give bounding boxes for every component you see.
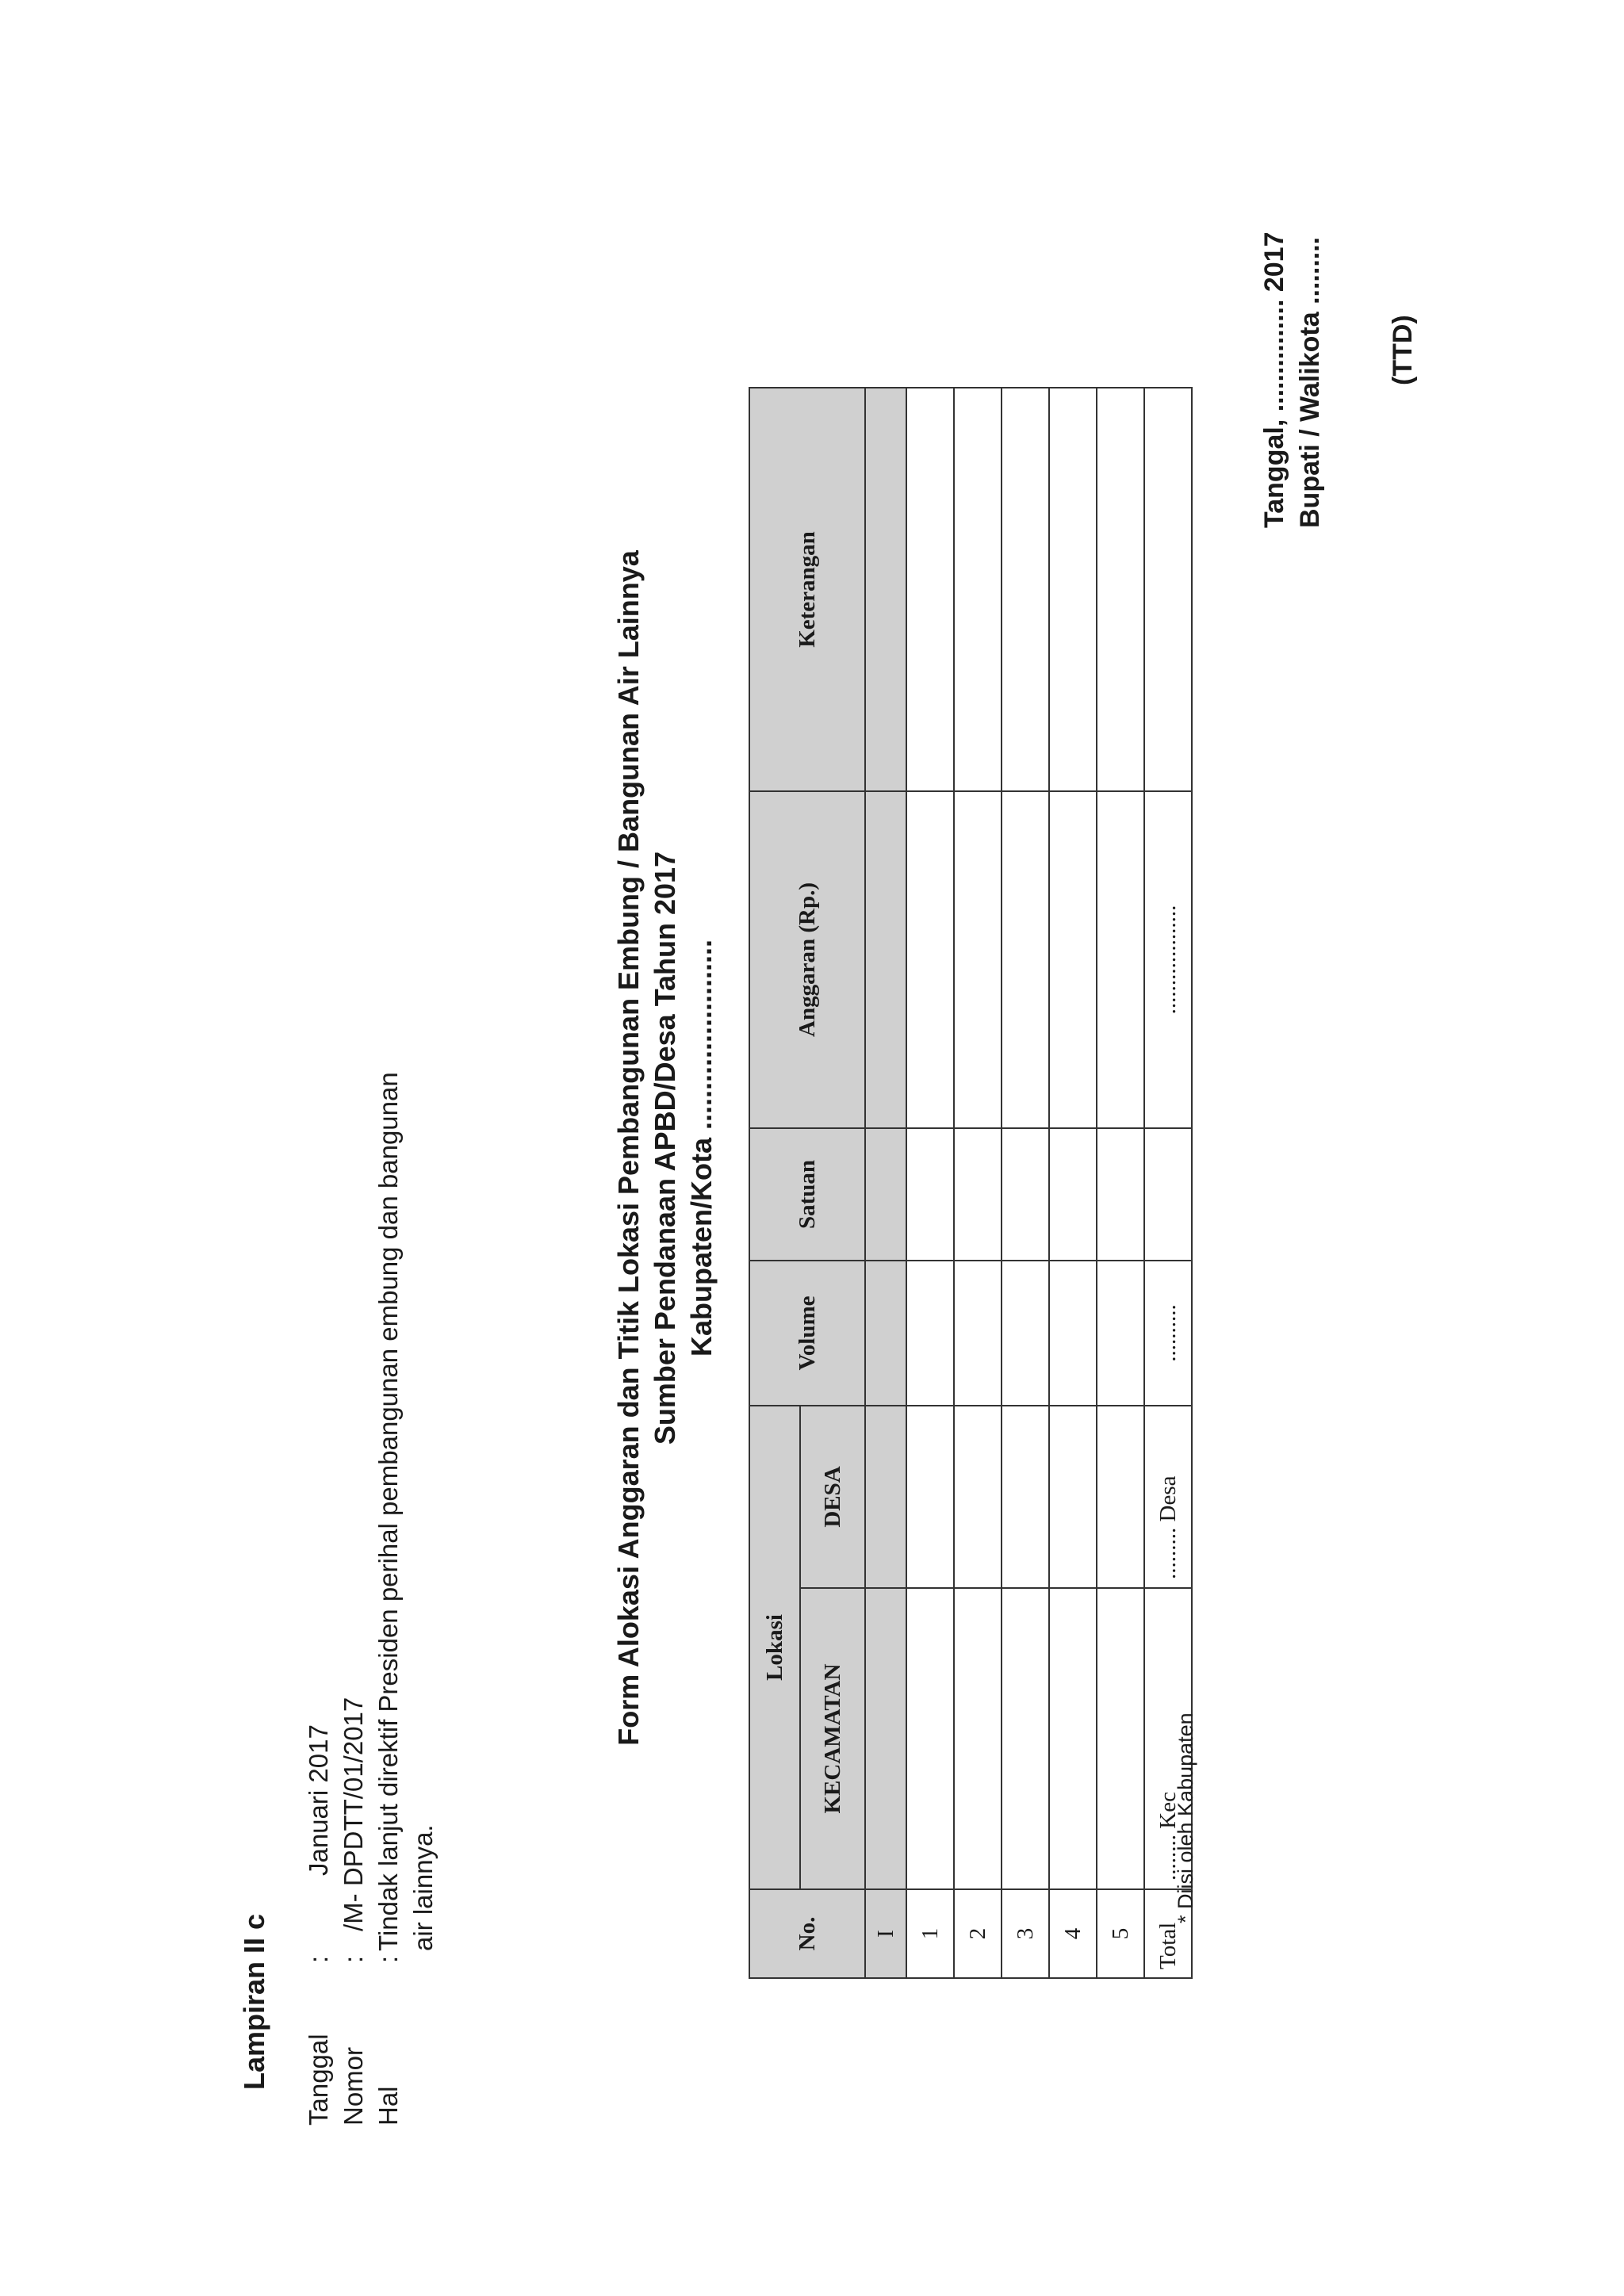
signature-ttd: (TTD) (1388, 315, 1418, 385)
lampiran-label: Lampiran II c (238, 1913, 270, 2090)
total-volume: .......... (1144, 1261, 1192, 1406)
meta-colon: : (339, 1955, 368, 1963)
row-number: 2 (954, 1889, 1002, 1978)
meta-value-hal: Tindak lanjut direktif Presiden perihal pembangunan embung dan bangunan (373, 1072, 403, 1951)
index-number: I (865, 1889, 906, 1978)
table-row (1049, 388, 1097, 1978)
form-subtitle-region: Kabupaten/Kota ........................ (685, 939, 718, 1357)
total-anggaran: ................... (1144, 791, 1192, 1128)
row-number: 3 (1002, 1889, 1049, 1978)
meta-value-hal-continued: air lainnya. (408, 1824, 438, 1951)
total-desa: ......... Desa (1144, 1406, 1192, 1588)
signature-date: Tanggal, ............... 2017 (1259, 232, 1289, 528)
col-header-keterangan: Keterangan (749, 388, 865, 791)
total-kecamatan: ........ Kec (1144, 1588, 1192, 1889)
meta-colon: : (304, 1955, 333, 1963)
table-row (906, 388, 954, 1978)
total-label: Total (1144, 1889, 1192, 1978)
table-row (954, 388, 1002, 1978)
allocation-table (749, 387, 1193, 1979)
index-row (865, 388, 906, 1978)
col-header-desa: DESA (800, 1406, 865, 1588)
col-header-kecamatan: KECAMATAN (800, 1588, 865, 1889)
form-title: Form Alokasi Anggaran dan Titik Lokasi Pembangunan Embung / Bangunan Air Lainnya (612, 550, 645, 1746)
meta-value-tanggal: Januari 2017 (304, 1724, 333, 1876)
footnote: * Diisi oleh Kabupaten (1174, 1712, 1197, 1923)
meta-label-nomor: Nomor (339, 2046, 368, 2126)
table-row (1097, 388, 1144, 1978)
col-header-anggaran: Anggaran (Rp.) (749, 791, 865, 1128)
row-number: 5 (1097, 1889, 1144, 1978)
form-subtitle-source: Sumber Pendanaan APBD/Desa Tahun 2017 (649, 851, 681, 1445)
row-number: 4 (1049, 1889, 1097, 1978)
meta-value-nomor: /M- DPDTT/01/2017 (339, 1697, 368, 1931)
header-row (749, 388, 800, 1978)
col-header-no: No. (749, 1889, 865, 1978)
col-header-volume: Volume (749, 1261, 865, 1406)
col-header-satuan: Satuan (749, 1128, 865, 1261)
meta-colon: : (373, 1955, 403, 1963)
meta-label-tanggal: Tanggal (304, 2034, 333, 2126)
meta-label-hal: Hal (373, 2086, 403, 2126)
table-row (1002, 388, 1049, 1978)
row-number: 1 (906, 1889, 954, 1978)
signature-role: Bupati / Walikota ......... (1295, 236, 1325, 528)
col-header-lokasi: Lokasi (749, 1406, 800, 1889)
